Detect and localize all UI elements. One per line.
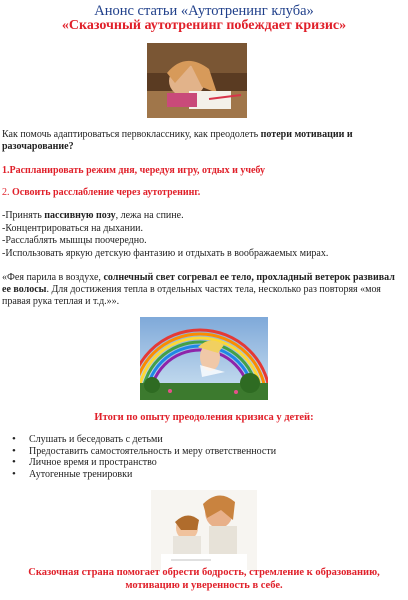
- list-item: • Личное время и пространство: [12, 457, 392, 469]
- intro-paragraph: [2, 129, 404, 153]
- quote-part1: «Фея парила в воздухе,: [2, 272, 104, 283]
- tip-item: [2, 235, 404, 248]
- intro-text: Как помочь адаптироваться первокласснику, как преодолеть: [2, 129, 261, 140]
- results-list: [12, 434, 392, 480]
- tip-emphasis: пассивную позу: [44, 210, 116, 221]
- list-item: • Слушать и беседовать с детьми: [12, 434, 392, 446]
- tip-rest: , лежа на спине.: [115, 210, 184, 221]
- step-one: 1.Распланировать режим дня, чередуя игру, отдых и учебу: [2, 165, 266, 176]
- step-two-text: Освоить расслабление через аутотренинг.: [12, 187, 201, 198]
- tips-list: [2, 210, 404, 260]
- tip-item: [2, 223, 404, 236]
- list-item: • Предоставить самостоятельность и меру ответственности: [12, 446, 392, 458]
- list-item: • Аутогенные тренировки: [12, 469, 392, 481]
- tip-item: [2, 248, 404, 261]
- tip-lead: -Концентрироваться на дыхании.: [2, 222, 144, 234]
- tip-lead: -Расслаблять мышцы поочередно.: [2, 235, 147, 246]
- intro-emphasis: потери мотивации и разочарование?: [2, 129, 353, 152]
- tip-item: [2, 210, 404, 223]
- fairy-quote: [2, 272, 404, 308]
- results-heading: Итоги по опыту преодоления кризиса у детей:: [94, 412, 314, 423]
- tired-girl-photo: [147, 43, 247, 118]
- quote-part2: . Для достижения тепла в отдельных частях тела, несколько раз повторяя «моя правая рука теплая и т.д.»».: [2, 284, 381, 307]
- document-subtitle: «Сказочный аутотренинг побеждает кризис»: [61, 18, 347, 33]
- step-two-number: 2.: [2, 187, 12, 198]
- tip-lead: -Принять: [2, 210, 45, 221]
- step-two: [2, 187, 404, 199]
- mother-child-photo: [151, 490, 257, 570]
- document-title: Анонс статьи «Аутотренинг клуба»: [94, 3, 314, 19]
- closing-statement: Сказочная страна помогает обрести бодрость, стремление к образованию, мотивацию и уверенность в себе.: [28, 567, 380, 591]
- tip-lead: -Использовать яркую детскую фантазию и отдыхать в воображаемых мирах.: [2, 247, 329, 259]
- fairy-rainbow-photo: [140, 317, 268, 400]
- quote-emphasis: солнечный свет согревал ее тело, прохладный ветерок развивал ее волосы: [2, 272, 395, 295]
